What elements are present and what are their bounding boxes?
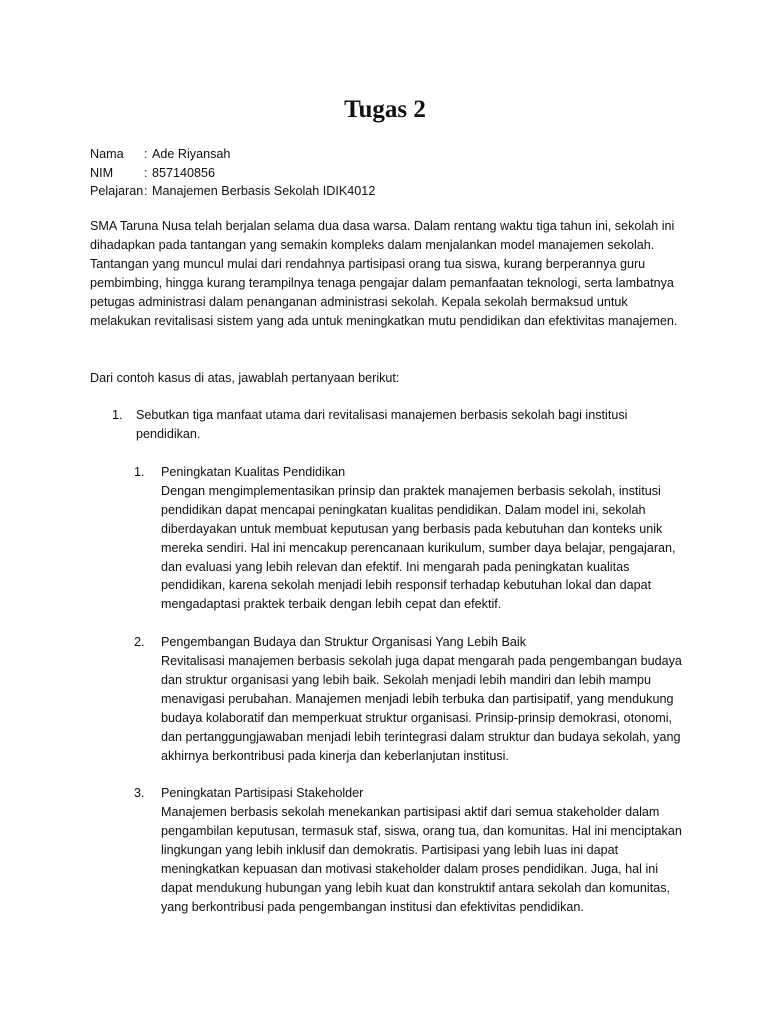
answer-item [134,784,689,916]
document-page [90,0,690,1024]
student-nim-separator: : [144,165,148,180]
subject-label: Pelajaran [90,184,144,198]
subject-value: Manajemen Berbasis Sekolah IDIK4012 [152,184,376,198]
subject-separator: : [144,184,148,198]
answer-content [161,784,689,916]
answer-text: Manajemen berbasis sekolah menekankan partisipasi aktif dari semua stakeholder dalam pengambilan keputusan, termasuk staf, siswa, orang tua, dan komunitas. Hal ini menciptakan lingkungan yang lebih inklusif dan demokratis. Partisipasi yang lebih luas ini dapat meningkatkan kepuasan dan motivasi stakeholder dalam proses pendidikan. Juga, hal ini dapat mendukung hubungan yang lebih kuat dan konstruktif antara sekolah dan komunitas, yang berkontribusi pada pengembangan institusi dan efektivitas pendidikan. [161,805,682,914]
subject-row [90,182,375,201]
answer-content [161,633,689,765]
answer-content [161,463,689,614]
question-prompt: Dari contoh kasus di atas, jawablah pertanyaan berikut: [90,371,400,385]
student-nim-value: 857140856 [152,165,216,180]
document-title: Tugas 2 [344,96,426,123]
student-name-row [90,145,375,164]
question-number: 1. [112,408,123,422]
question-item [112,406,632,444]
student-name-label: Nama [90,147,124,161]
answer-text: Dengan mengimplementasikan prinsip dan praktek manajemen berbasis sekolah, institusi pendidikan dapat mencapai peningkatan kualitas pendidikan. Dalam model ini, sekolah diberdayakan untuk membuat keputusan yang berbasis pada kebutuhan dan konteks unik mereka sendiri. Hal ini mencakup perencanaan kurikulum, sumber daya belajar, pengajaran, dan evaluasi yang lebih relevan dan efektif. Ini mengarah pada peningkatan kualitas pendidikan, karena sekolah menjadi lebih responsif terhadap kebutuhan lokal dan dapat mengadaptasi praktek terbaik dengan lebih cepat dan efektif. [161,483,676,612]
answer-item [134,463,689,614]
student-name-value: Ade Riyansah [152,147,231,161]
answer-text: Revitalisasi manajemen berbasis sekolah juga dapat mengarah pada pengembangan budaya dan struktur organisasi yang lebih baik. Sekolah menjadi lebih mandiri dan lebih mampu menavigasi perubahan. Manajemen menjadi lebih terbuka dan partisipatif, yang mendukung budaya kolaboratif dan memperkuat struktur organisasi. Prinsip-prinsip demokrasi, otonomi, dan pertanggungjawaban menjadi lebih terintegrasi dalam struktur dan budaya sekolah, yang akhirnya berkontribusi pada kinerja dan keberlanjutan institusi. [161,654,682,763]
student-name-separator: : [144,147,148,161]
case-intro-paragraph: SMA Taruna Nusa telah berjalan selama dua dasa warsa. Dalam rentang waktu tiga tahun ini, sekolah ini dihadapkan pada tantangan yang semakin kompleks dalam menjalankan model manajemen sekolah. Tantangan yang muncul mulai dari rendahnya partisipasi orang tua siswa, kurang berperannya guru pembimbing, hingga kurang terampilnya tenaga pengajar dalam pemanfaatan teknologi, serta lambatnya petugas administrasi dalam penanganan administrasi sekolah. Kepala sekolah bermaksud untuk melakukan revitalisasi sistem yang ada untuk meningkatkan mutu pendidikan dan efektivitas manajemen. [90,219,678,328]
student-info [90,145,375,201]
answer-number: 3. [134,786,145,801]
question-text: Sebutkan tiga manfaat utama dari revitalisasi manajemen berbasis sekolah bagi institusi pendidikan. [136,408,628,441]
answer-item [134,633,689,765]
answers-list [134,463,689,936]
answer-number: 2. [134,635,145,650]
answer-title: Peningkatan Kualitas Pendidikan [161,465,346,479]
answer-title: Pengembangan Budaya dan Struktur Organisasi Yang Lebih Baik [161,635,526,650]
answer-title: Peningkatan Partisipasi Stakeholder [161,786,364,801]
student-nim-label: NIM [90,165,114,180]
student-nim-row [90,164,375,183]
answer-number: 1. [134,465,145,479]
